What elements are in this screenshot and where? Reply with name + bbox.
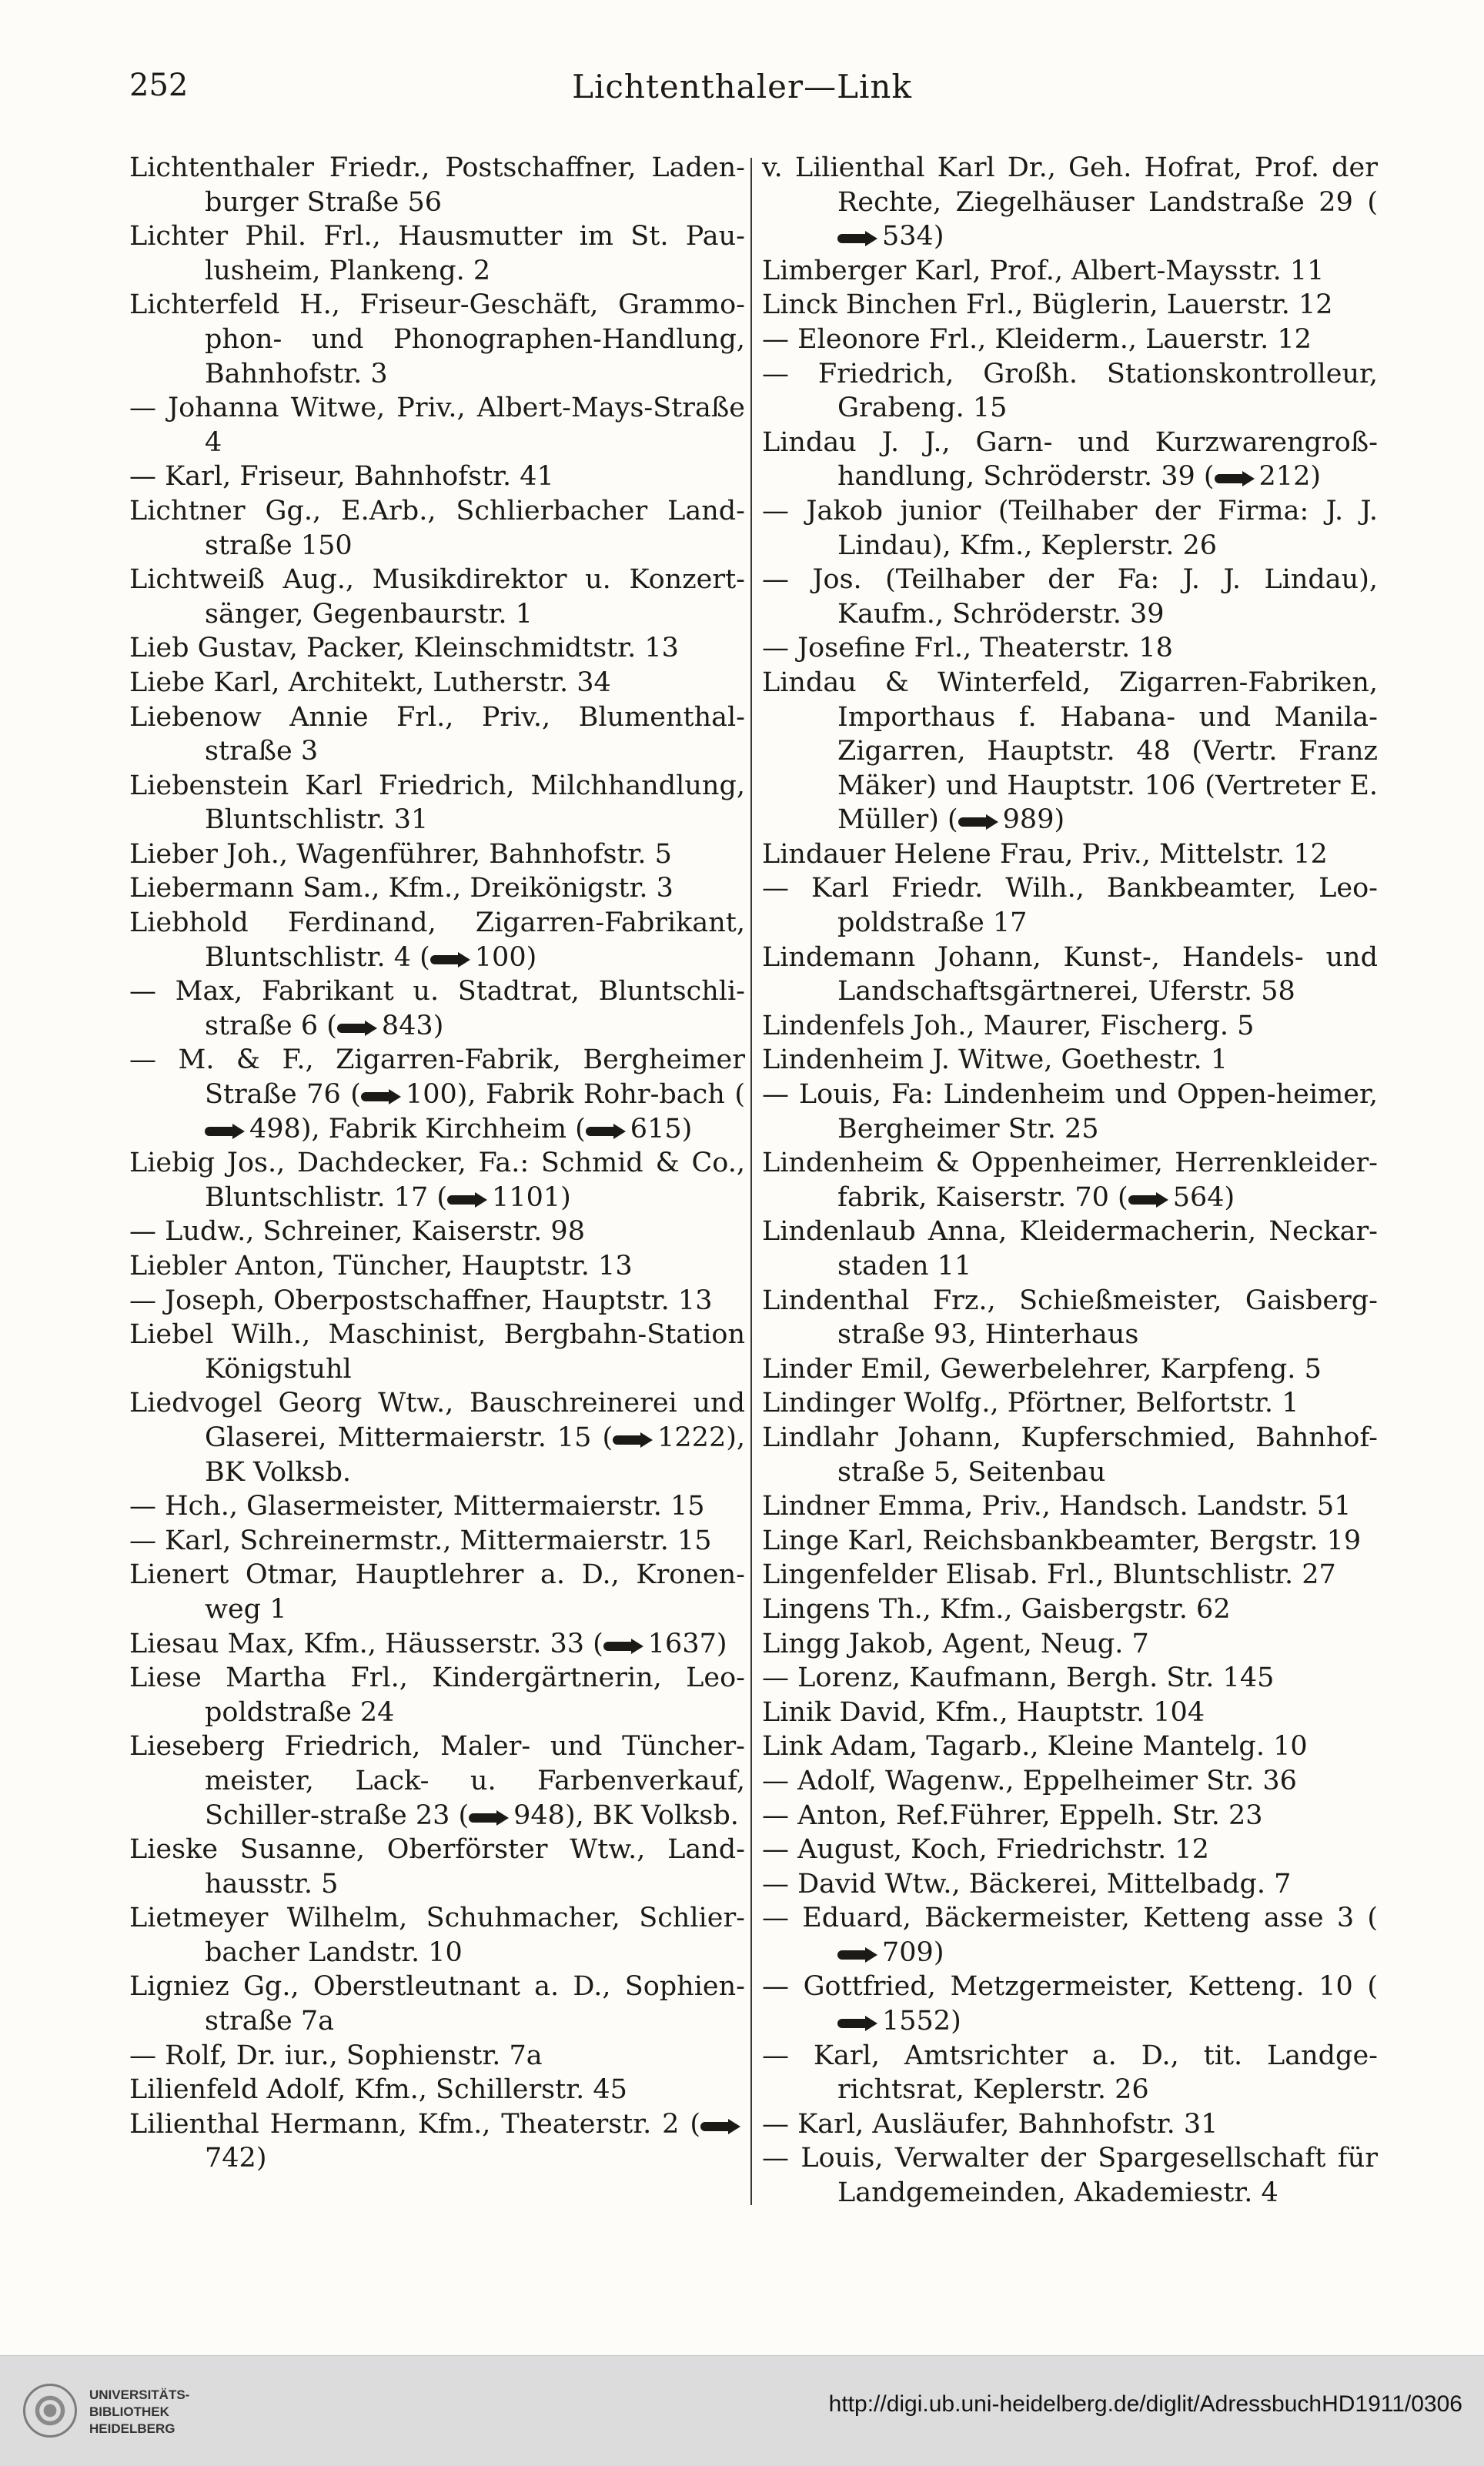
entry-text: — Jos. (Teilhaber der Fa: J. J. Lindau), Kaufm., Schröderstr. 39 xyxy=(762,564,1378,630)
entry-text: Lindemann Johann, Kunst-, Handels- und Landschaftsgärtnerei, Uferstr. 58 xyxy=(762,941,1378,1007)
directory-entry xyxy=(762,1627,1378,1662)
entry-text: — Adolf, Wagenw., Eppelheimer Str. 36 xyxy=(762,1765,1297,1796)
entry-text: — Karl, Amtsrichter a. D., tit. Landge-richtsrat, Keplerstr. 26 xyxy=(762,2040,1378,2106)
entry-text: ) xyxy=(526,941,537,973)
entry-text: Liebel Wilh., Maschinist, Bergbahn-Station Königstuhl xyxy=(129,1319,745,1385)
directory-entry xyxy=(762,837,1378,872)
entry-text: Lichtenthaler Friedr., Postschaffner, Laden-burger Straße 56 xyxy=(129,152,745,218)
directory-entry xyxy=(762,1009,1378,1044)
entry-text: Limberger Karl, Prof., Albert-Maysstr. 11 xyxy=(762,255,1325,286)
telephone-icon xyxy=(469,1810,509,1826)
telephone-icon xyxy=(205,1124,245,1139)
entry-text: — Karl Friedr. Wilh., Bankbeamter, Leo-poldstraße 17 xyxy=(762,873,1378,939)
directory-entry xyxy=(762,1078,1378,1146)
telephone-icon xyxy=(361,1089,401,1104)
phone-number: 564 xyxy=(1172,1181,1225,1213)
directory-entry xyxy=(762,151,1378,254)
phone-number: 989 xyxy=(1002,804,1055,836)
phone-number: 498 xyxy=(249,1113,301,1144)
entry-text: Lindlahr Johann, Kupferschmied, Bahnhof-straße 5, Seitenbau xyxy=(762,1422,1378,1488)
entry-text: Lindenheim & Oppenheimer, Herrenkleider-fabrik, Kaiserstr. 70 ( xyxy=(762,1148,1378,1213)
page-number: 252 xyxy=(129,68,189,103)
directory-entry xyxy=(762,2141,1378,2210)
entry-text: — Karl, Schreinermstr., Mittermaierstr. 15 xyxy=(129,1525,712,1556)
directory-entry xyxy=(129,1661,745,1729)
entry-text: Lingg Jakob, Agent, Neug. 7 xyxy=(762,1628,1149,1659)
directory-entry xyxy=(129,1901,745,1970)
directory-entry xyxy=(129,769,745,837)
directory-entry xyxy=(129,494,745,563)
directory-entry xyxy=(762,494,1378,563)
entry-text: ) xyxy=(933,1936,944,1968)
directory-entry xyxy=(762,1970,1378,2038)
directory-entry xyxy=(129,2039,745,2073)
entry-text: ) xyxy=(560,1181,571,1213)
directory-entry xyxy=(762,1352,1378,1387)
directory-entry xyxy=(762,1284,1378,1352)
library-logo[interactable] xyxy=(23,2381,190,2442)
entry-text: — Eduard, Bäckermeister, Ketteng asse 3 ( xyxy=(762,1903,1378,1934)
directory-entry xyxy=(129,1524,745,1559)
entry-text: — Joseph, Oberpostschaffner, Hauptstr. 13 xyxy=(129,1285,713,1316)
directory-entry xyxy=(762,666,1378,837)
entry-text: Lieb Gustav, Packer, Kleinschmidtstr. 13 xyxy=(129,633,679,664)
telephone-icon xyxy=(1128,1192,1168,1208)
telephone-icon xyxy=(586,1124,626,1139)
phone-number: 100 xyxy=(474,941,526,973)
entry-text: ), BK Volksb. xyxy=(564,1799,739,1831)
entry-text: — Anton, Ref.Führer, Eppelh. Str. 23 xyxy=(762,1799,1263,1831)
entry-text: — M. & F., Zigarren-Fabrik, Bergheimer Straße 76 ( xyxy=(129,1044,745,1111)
directory-entry xyxy=(129,459,745,494)
directory-entry xyxy=(762,1833,1378,1867)
entry-text: Lieske Susanne, Oberförster Wtw., Land-hausstr. 5 xyxy=(129,1834,745,1900)
entry-text: Linder Emil, Gewerbelehrer, Karpfeng. 5 xyxy=(762,1353,1322,1385)
entry-text: Lindenthal Frz., Schießmeister, Gaisberg-straße 93, Hinterhaus xyxy=(762,1285,1378,1351)
entry-text: — Hch., Glasermeister, Mittermaierstr. 15 xyxy=(129,1491,705,1522)
telephone-icon xyxy=(613,1432,653,1448)
directory-entry xyxy=(762,1764,1378,1799)
directory-entry xyxy=(129,1146,745,1215)
entry-text: — David Wtw., Bäckerei, Mittelbadg. 7 xyxy=(762,1868,1292,1900)
entry-text: Lichter Phil. Frl., Hausmutter im St. Pau-lusheim, Plankeng. 2 xyxy=(129,221,745,286)
entry-text: Lichtner Gg., E.Arb., Schlierbacher Land-straße 150 xyxy=(129,495,745,561)
entry-text: Lindner Emma, Priv., Handsch. Landstr. 51 xyxy=(762,1491,1352,1522)
directory-entry xyxy=(762,1558,1378,1592)
directory-entry xyxy=(129,151,745,219)
entry-text: — Rolf, Dr. iur., Sophienstr. 7a xyxy=(129,2040,543,2071)
entry-text: ) xyxy=(433,1010,444,1041)
directory-entry xyxy=(129,1043,745,1146)
entry-text: Lieber Joh., Wagenführer, Bahnhofstr. 5 xyxy=(129,838,672,870)
entry-text: Lindau & Winterfeld, Zigarren-Fabriken, Importhaus f. Habana- und Manila-Zigarren, Hauptstr. 48 (Vertr. Franz Mäker) und Hauptstr. 106 (Vertreter E. Müller) ( xyxy=(762,667,1378,836)
logo-line: BIBLIOTHEK xyxy=(89,2404,169,2419)
directory-entry xyxy=(762,1729,1378,1764)
university-seal-icon xyxy=(23,2384,77,2438)
entry-text: — Johanna Witwe, Priv., Albert-Mays-Straße 4 xyxy=(129,393,745,458)
phone-number: 212 xyxy=(1258,461,1311,493)
directory-entry xyxy=(129,1970,745,2038)
entry-text: — Lorenz, Kaufmann, Bergh. Str. 145 xyxy=(762,1662,1275,1694)
logo-line: UNIVERSITÄTS- xyxy=(89,2387,190,2402)
entry-text: Liebig Jos., Dachdecker, Fa.: Schmid & Co., Bluntschlistr. 17 ( xyxy=(129,1148,745,1213)
phone-number: 1552 xyxy=(882,2006,951,2037)
entry-text: — Ludw., Schreiner, Kaiserstr. 98 xyxy=(129,1216,585,1248)
left-column xyxy=(129,151,745,2176)
logo-text xyxy=(89,2387,189,2438)
entry-text: Liese Martha Frl., Kindergärtnerin, Leo-poldstraße 24 xyxy=(129,1662,745,1728)
entry-text: Link Adam, Tagarb., Kleine Mantelg. 10 xyxy=(762,1731,1308,1763)
telephone-icon xyxy=(447,1192,487,1208)
entry-text: ) xyxy=(681,1113,693,1144)
entry-text: — Karl, Friseur, Bahnhofstr. 41 xyxy=(129,461,554,493)
entry-text: Lilienthal Hermann, Kfm., Theaterstr. 2 ( xyxy=(129,2108,700,2140)
directory-entry xyxy=(762,871,1378,940)
entry-text: ) xyxy=(951,2006,961,2037)
phone-number: 615 xyxy=(630,1113,682,1144)
phone-number: 534 xyxy=(882,221,934,252)
directory-entry xyxy=(762,563,1378,631)
entry-text: — Max, Fabrikant u. Stadtrat, Bluntschli-straße 6 ( xyxy=(129,976,745,1041)
directory-entry xyxy=(762,254,1378,289)
entry-text: ), Fabrik Rohr-bach ( xyxy=(456,1079,745,1111)
entry-text: Lingens Th., Kfm., Gaisbergstr. 62 xyxy=(762,1593,1231,1625)
entry-text: ) xyxy=(256,2143,267,2174)
directory-entry xyxy=(129,1489,745,1524)
directory-entry xyxy=(129,2073,745,2107)
entry-text: Liedvogel Georg Wtw., Bauschreinerei und Glaserei, Mittermaierstr. 15 ( xyxy=(129,1388,745,1453)
directory-entry xyxy=(129,1284,745,1318)
entry-text: Lietmeyer Wilhelm, Schuhmacher, Schlier-bacher Landstr. 10 xyxy=(129,1903,745,1968)
directory-entry xyxy=(129,666,745,700)
entry-text: Liebermann Sam., Kfm., Dreikönigstr. 3 xyxy=(129,873,673,904)
directory-entry xyxy=(129,2107,745,2176)
page-header xyxy=(129,68,1355,114)
entry-text: Liesau Max, Kfm., Häusserstr. 33 ( xyxy=(129,1628,603,1659)
directory-entry xyxy=(129,288,745,391)
entry-text: Lindenheim J. Witwe, Goethestr. 1 xyxy=(762,1044,1228,1076)
entry-text: — Louis, Verwalter der Spargesellschaft für Landgemeinden, Akademiestr. 4 xyxy=(762,2143,1378,2209)
phone-number: 100 xyxy=(405,1079,457,1111)
entry-text: ) xyxy=(1224,1181,1235,1213)
entry-text: Lieseberg Friedrich, Maler- und Tüncher-meister, Lack- u. Farbenverkauf, Schiller-straße 23 ( xyxy=(129,1731,745,1831)
directory-entry xyxy=(129,1627,745,1662)
directory-entry xyxy=(762,1043,1378,1078)
entry-text: — Josefine Frl., Theaterstr. 18 xyxy=(762,633,1173,664)
telephone-icon xyxy=(837,1947,877,1963)
directory-entry xyxy=(762,1661,1378,1696)
telephone-icon xyxy=(837,2016,877,2031)
entry-text: Lindinger Wolfg., Pförtner, Belfortstr. 1 xyxy=(762,1388,1299,1419)
directory-entry xyxy=(762,2039,1378,2107)
directory-entry xyxy=(762,1901,1378,1970)
directory-entry xyxy=(129,871,745,906)
running-head: Lichtenthaler—Link xyxy=(572,68,912,105)
entry-text: v. Lilienthal Karl Dr., Geh. Hofrat, Prof. der Rechte, Ziegelhäuser Landstraße 29 ( xyxy=(762,152,1378,218)
entry-text: ) xyxy=(716,1628,727,1659)
phone-number: 1637 xyxy=(647,1628,717,1659)
directory-entry xyxy=(762,1146,1378,1215)
entry-text: Liebenow Annie Frl., Priv., Blumenthal-straße 3 xyxy=(129,701,745,767)
directory-entry xyxy=(129,1729,745,1833)
entry-text: ) xyxy=(1310,461,1322,493)
entry-text: — August, Koch, Friedrichstr. 12 xyxy=(762,1834,1209,1866)
entry-text: Lindauer Helene Frau, Priv., Mittelstr. 12 xyxy=(762,838,1328,870)
entry-text: Liebenstein Karl Friedrich, Milchhandlung, Bluntschlistr. 31 xyxy=(129,770,745,836)
directory-entry xyxy=(762,1867,1378,1902)
entry-text: Ligniez Gg., Oberstleutnant a. D., Sophien-straße 7a xyxy=(129,1971,745,2037)
entry-text: Linck Binchen Frl., Büglerin, Lauerstr. 12 xyxy=(762,289,1333,321)
directory-entry xyxy=(762,1421,1378,1489)
directory-entry xyxy=(762,1386,1378,1421)
phone-number: 948 xyxy=(513,1799,565,1831)
telephone-icon xyxy=(603,1639,643,1654)
directory-entry xyxy=(129,391,745,459)
entry-text: ), Fabrik Kirchheim ( xyxy=(300,1113,586,1144)
entry-text: Lindenfels Joh., Maurer, Fischerg. 5 xyxy=(762,1010,1255,1041)
telephone-icon xyxy=(700,2119,740,2134)
entry-text: Lindenlaub Anna, Kleidermacherin, Neckar-staden 11 xyxy=(762,1216,1378,1281)
entry-text: Linik David, Kfm., Hauptstr. 104 xyxy=(762,1696,1205,1728)
directory-entry xyxy=(129,1386,745,1489)
right-column xyxy=(762,151,1378,2210)
directory-entry xyxy=(129,563,745,631)
directory-entry xyxy=(129,1249,745,1284)
directory-entry xyxy=(129,906,745,974)
entry-text: Liebe Karl, Architekt, Lutherstr. 34 xyxy=(129,667,611,698)
directory-entry xyxy=(762,1696,1378,1730)
directory-entry xyxy=(762,2107,1378,2142)
entry-text: — Karl, Ausläufer, Bahnhofstr. 31 xyxy=(762,2108,1218,2140)
entry-text: — Louis, Fa: Lindenheim und Oppen-heimer, Bergheimer Str. 25 xyxy=(762,1079,1378,1144)
entry-text: — Eleonore Frl., Kleiderm., Lauerstr. 12 xyxy=(762,323,1312,355)
footer-bar xyxy=(0,2355,1484,2466)
phone-number: 709 xyxy=(882,1936,934,1968)
entry-text: Lindau J. J., Garn- und Kurzwarengroß-handlung, Schröderstr. 39 ( xyxy=(762,426,1378,493)
directory-entry xyxy=(762,1215,1378,1283)
directory-entry xyxy=(762,1524,1378,1559)
directory-entry xyxy=(129,1215,745,1249)
phone-number: 742 xyxy=(205,2143,256,2174)
entry-text: Lichtweiß Aug., Musikdirektor u. Konzert-sänger, Gegenbaurstr. 1 xyxy=(129,564,745,630)
phone-number: 1222 xyxy=(657,1422,727,1453)
telephone-icon xyxy=(1215,471,1255,486)
phone-number: 1101 xyxy=(492,1181,561,1213)
entry-text: Lienert Otmar, Hauptlehrer a. D., Kronen-weg 1 xyxy=(129,1559,745,1625)
entry-text: Lingenfelder Elisab. Frl., Bluntschlistr. 27 xyxy=(762,1559,1336,1591)
directory-entry xyxy=(762,1799,1378,1833)
directory-entry xyxy=(129,974,745,1043)
directory-entry xyxy=(762,288,1378,322)
telephone-icon xyxy=(337,1021,377,1036)
directory-entry xyxy=(129,1558,745,1626)
directory-entry xyxy=(762,426,1378,494)
entry-text: — Friedrich, Großh. Stationskontrolleur, Grabeng. 15 xyxy=(762,358,1378,424)
phone-number: 843 xyxy=(381,1010,433,1041)
entry-text: Lilienfeld Adolf, Kfm., Schillerstr. 45 xyxy=(129,2074,627,2106)
entry-text: — Gottfried, Metzgermeister, Ketteng. 10 ( xyxy=(762,1971,1378,2003)
directory-entry xyxy=(129,1833,745,1901)
entry-text: Liebler Anton, Tüncher, Hauptstr. 13 xyxy=(129,1251,633,1281)
entry-text: ) xyxy=(933,221,944,252)
directory-entry xyxy=(762,1489,1378,1524)
directory-entry xyxy=(762,631,1378,666)
directory-entry xyxy=(762,1592,1378,1627)
directory-entry xyxy=(129,219,745,288)
telephone-icon xyxy=(430,952,470,967)
entry-text: — Jakob junior (Teilhaber der Firma: J. J. Lindau), Kfm., Keplerstr. 26 xyxy=(762,495,1378,561)
telephone-icon xyxy=(958,814,998,830)
directory-entry xyxy=(762,357,1378,426)
source-url-link[interactable]: http://digi.ub.uni-heidelberg.de/diglit/AdressbuchHD1911/0306 xyxy=(828,2391,1462,2417)
entry-text: Liebhold Ferdinand, Zigarren-Fabrikant, Bluntschlistr. 4 ( xyxy=(129,907,745,973)
telephone-icon xyxy=(837,231,877,246)
column-divider xyxy=(750,158,752,2205)
directory-entry xyxy=(762,322,1378,357)
directory-entry xyxy=(762,941,1378,1009)
directory-entry xyxy=(129,1318,745,1386)
entry-text: Lichterfeld H., Friseur-Geschäft, Grammo-phon- und Phonographen-Handlung, Bahnhofstr. 3 xyxy=(129,289,745,389)
entry-text: ), BK Volksb. xyxy=(205,1422,745,1488)
entry-text: Linge Karl, Reichsbankbeamter, Bergstr. 19 xyxy=(762,1525,1362,1556)
directory-entry xyxy=(129,700,745,769)
directory-entry xyxy=(129,631,745,666)
logo-line: HEIDELBERG xyxy=(89,2421,175,2436)
directory-entry xyxy=(129,837,745,872)
entry-text: ) xyxy=(1054,804,1065,836)
